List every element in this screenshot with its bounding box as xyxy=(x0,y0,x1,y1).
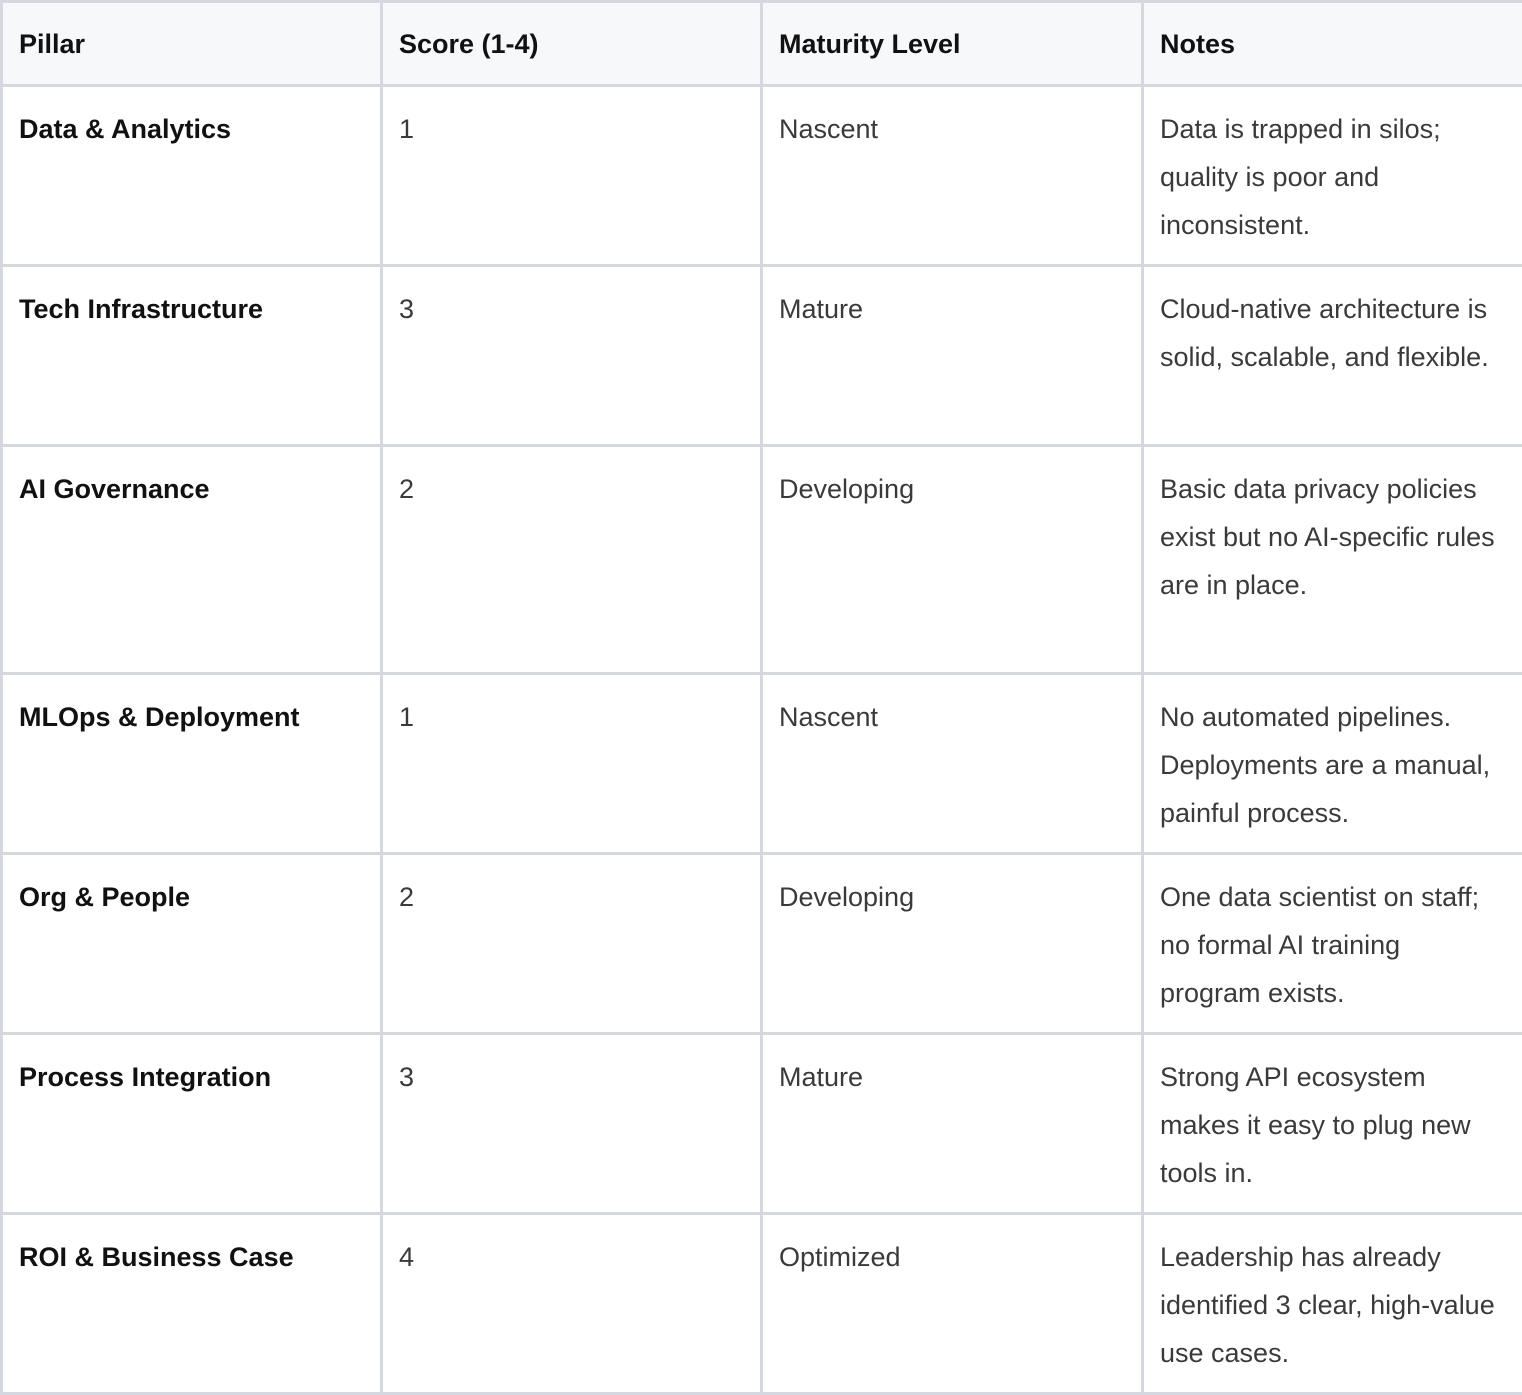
notes-cell: Leadership has already identified 3 clear, high-value use cases. xyxy=(1143,1214,1522,1394)
score-cell: 4 xyxy=(382,1214,762,1394)
pillar-cell: Process Integration xyxy=(2,1034,382,1214)
table-row xyxy=(2,86,1522,266)
table-row xyxy=(2,266,1522,446)
notes-cell: Basic data privacy policies exist but no AI-specific rules are in place. xyxy=(1143,446,1522,674)
pillar-cell: AI Governance xyxy=(2,446,382,674)
maturity-cell: Nascent xyxy=(762,86,1143,266)
maturity-cell: Developing xyxy=(762,446,1143,674)
pillar-cell: ROI & Business Case xyxy=(2,1214,382,1394)
pillar-cell: Org & People xyxy=(2,854,382,1034)
header-pillar: Pillar xyxy=(2,2,382,86)
header-notes: Notes xyxy=(1143,2,1522,86)
maturity-cell: Developing xyxy=(762,854,1143,1034)
notes-cell: Cloud-native architecture is solid, scalable, and flexible. xyxy=(1143,266,1522,446)
header-score: Score (1-4) xyxy=(382,2,762,86)
score-cell: 1 xyxy=(382,86,762,266)
notes-cell: Data is trapped in silos; quality is poor and inconsistent. xyxy=(1143,86,1522,266)
score-cell: 2 xyxy=(382,446,762,674)
score-cell: 1 xyxy=(382,674,762,854)
score-cell: 3 xyxy=(382,1034,762,1214)
maturity-cell: Mature xyxy=(762,1034,1143,1214)
header-maturity-level: Maturity Level xyxy=(762,2,1143,86)
pillar-cell: Data & Analytics xyxy=(2,86,382,266)
notes-cell: No automated pipelines. Deployments are a manual, painful process. xyxy=(1143,674,1522,854)
pillar-cell: MLOps & Deployment xyxy=(2,674,382,854)
table-row xyxy=(2,1214,1522,1394)
header-row xyxy=(2,2,1522,86)
notes-cell: One data scientist on staff; no formal AI training program exists. xyxy=(1143,854,1522,1034)
pillar-cell: Tech Infrastructure xyxy=(2,266,382,446)
score-cell: 3 xyxy=(382,266,762,446)
maturity-cell: Nascent xyxy=(762,674,1143,854)
table-row xyxy=(2,1034,1522,1214)
maturity-cell: Mature xyxy=(762,266,1143,446)
notes-cell: Strong API ecosystem makes it easy to plug new tools in. xyxy=(1143,1034,1522,1214)
maturity-cell: Optimized xyxy=(762,1214,1143,1394)
table-row xyxy=(2,854,1522,1034)
score-cell: 2 xyxy=(382,854,762,1034)
table-row xyxy=(2,674,1522,854)
table-row xyxy=(2,446,1522,674)
